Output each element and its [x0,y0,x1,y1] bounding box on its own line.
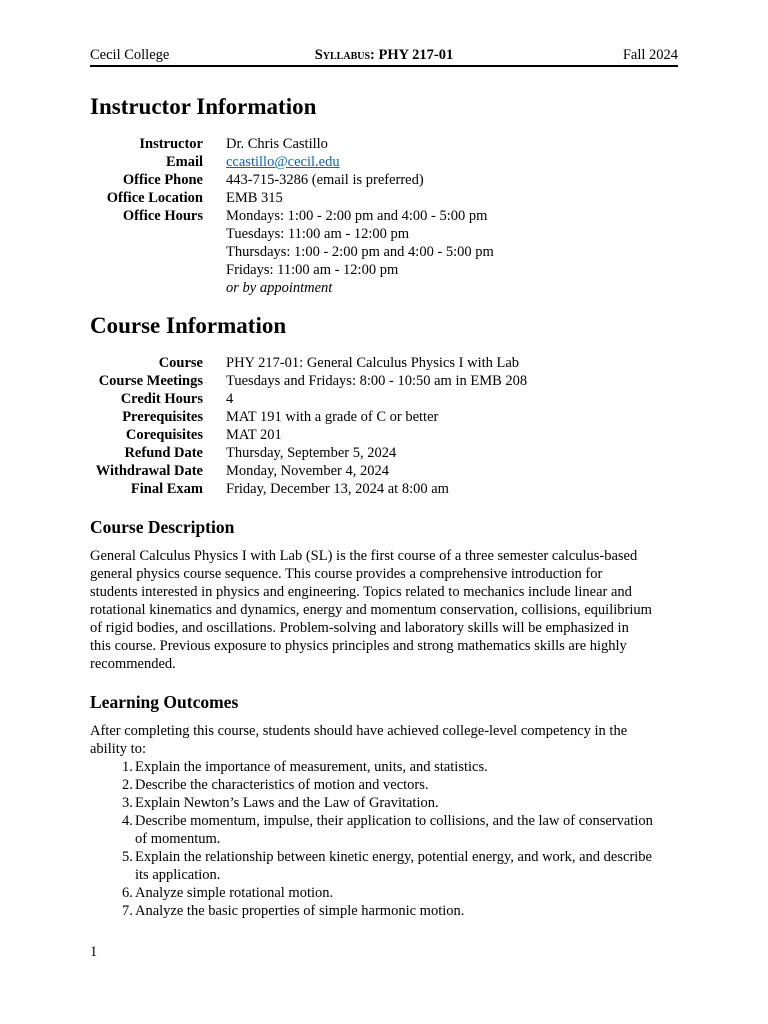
course-description-text [90,547,678,673]
info-value: PHY 217-01: General Calculus Physics I with Lab [226,355,520,371]
list-item-text [135,902,464,920]
list-item-line: Describe the characteristics of motion and vectors. [135,777,429,793]
course-description-title: Course Description [90,517,235,537]
list-item-line: Explain the importance of measurement, units, and statistics. [135,759,488,775]
intro-line: ability to: [90,741,146,757]
info-value: Thursday, September 5, 2024 [226,445,397,461]
list-item [90,902,678,920]
info-label: Instructor [139,136,203,152]
list-item-number [90,794,135,812]
info-value: EMB 315 [226,190,283,206]
list-number-text: 7. [122,903,133,919]
info-row [90,153,678,171]
info-label: Office Phone [122,172,203,188]
info-label: Course Meetings [98,373,203,389]
list-item-text [135,848,652,884]
list-item-number [90,884,135,902]
list-item-line: its application. [135,867,221,883]
description-line: rotational kinematics and dynamics, energy and momentum conservation, collisions, equilibrium [90,602,652,618]
info-row [90,444,678,462]
list-item [90,794,678,812]
info-value: Tuesdays and Fridays: 8:00 - 10:50 am in EMB 208 [226,373,528,389]
office-hours-line: Tuesdays: 11:00 am - 12:00 pm [226,226,409,242]
page-number: 1 [90,944,98,960]
info-row [90,390,678,408]
description-line: this course. Previous exposure to physics principles and strong mathematics skills are highly [90,638,627,654]
office-hours-note: or by appointment [226,280,333,296]
list-item-line: Explain the relationship between kinetic energy, potential energy, and work, and describe [135,849,652,865]
info-row [90,135,678,153]
list-item-line: Explain Newton’s Laws and the Law of Gravitation. [135,795,439,811]
office-hours-line: Mondays: 1:00 - 2:00 pm and 4:00 - 5:00 pm [226,208,488,224]
info-label: Refund Date [124,445,203,461]
header-course-code: PHY 217-01 [378,47,454,63]
list-item-line: Analyze the basic properties of simple harmonic motion. [135,903,465,919]
list-item-text [135,812,653,848]
list-item-number [90,848,135,884]
office-hours-value [226,207,494,297]
learning-outcomes-title: Learning Outcomes [90,692,239,712]
info-value [226,153,340,171]
header-syllabus-label: Syllabus: [314,47,375,63]
list-number-text: 1. [122,759,133,775]
description-line: recommended. [90,656,176,672]
list-item [90,758,678,776]
office-hours-line: Thursdays: 1:00 - 2:00 pm and 4:00 - 5:00 pm [226,244,494,260]
list-item [90,848,678,884]
office-hours-line: Fridays: 11:00 am - 12:00 pm [226,262,399,278]
info-label: Email [165,154,203,170]
list-item [90,884,678,902]
list-item-line: Analyze simple rotational motion. [135,885,334,901]
info-row [90,480,678,498]
list-number-text: 5. [122,849,133,865]
list-item-line: Describe momentum, impulse, their application to collisions, and the law of conservation [135,813,653,829]
list-item-text [135,758,488,776]
info-label: Credit Hours [120,391,203,407]
info-row [90,426,678,444]
info-row [90,171,678,189]
info-row [90,462,678,480]
info-label: Office Hours [122,208,203,224]
course-info-table [90,354,678,498]
learning-outcomes-intro [90,722,678,758]
list-item-text [135,794,439,812]
info-value: MAT 201 [226,427,282,443]
course-section-title: Course Information [90,313,287,338]
email-link[interactable]: ccastillo@cecil.edu [226,154,340,170]
instructor-section-title: Instructor Information [90,94,317,119]
info-label: Final Exam [130,481,203,497]
list-number-text: 3. [122,795,133,811]
list-item [90,776,678,794]
header-college: Cecil College [90,47,170,63]
list-item-line: of momentum. [135,831,221,847]
description-line: of rigid bodies, and oscillations. Problem-solving and laboratory skills will be emphasized in [90,620,629,636]
info-value: MAT 191 with a grade of C or better [226,409,439,425]
info-value: 443-715-3286 (email is preferred) [226,172,424,188]
intro-line: After completing this course, students should have achieved college-level competency in the [90,723,628,739]
info-label: Course [158,355,203,371]
list-item-text [135,884,333,902]
learning-outcomes-list [90,758,678,920]
instructor-info-table [90,135,678,297]
info-row [90,207,678,297]
info-value: Monday, November 4, 2024 [226,463,389,479]
info-value: 4 [226,391,234,407]
info-label: Withdrawal Date [95,463,203,479]
info-label: Office Location [106,190,203,206]
list-number-text: 6. [122,885,133,901]
list-item-number [90,758,135,776]
running-header [90,46,678,67]
info-value: Dr. Chris Castillo [226,136,328,152]
info-label: Prerequisites [122,409,203,425]
syllabus-page [90,0,678,1024]
info-row [90,408,678,426]
info-label: Corequisites [125,427,203,443]
list-item [90,812,678,848]
info-row [90,372,678,390]
list-item-number [90,902,135,920]
header-course [90,46,678,64]
list-number-text: 2. [122,777,133,793]
info-row [90,354,678,372]
description-line: general physics course sequence. This course provides a comprehensive introduction for [90,566,603,582]
description-line: General Calculus Physics I with Lab (SL) is the first course of a three semester calculus-based [90,548,638,564]
info-row [90,189,678,207]
header-term: Fall 2024 [622,47,678,63]
list-number-text: 4. [122,813,133,829]
list-item-text [135,776,429,794]
description-line: students interested in physics and engineering. Topics related to mechanics include linear and [90,584,632,600]
list-item-number [90,812,135,848]
info-value: Friday, December 13, 2024 at 8:00 am [226,481,449,497]
list-item-number [90,776,135,794]
